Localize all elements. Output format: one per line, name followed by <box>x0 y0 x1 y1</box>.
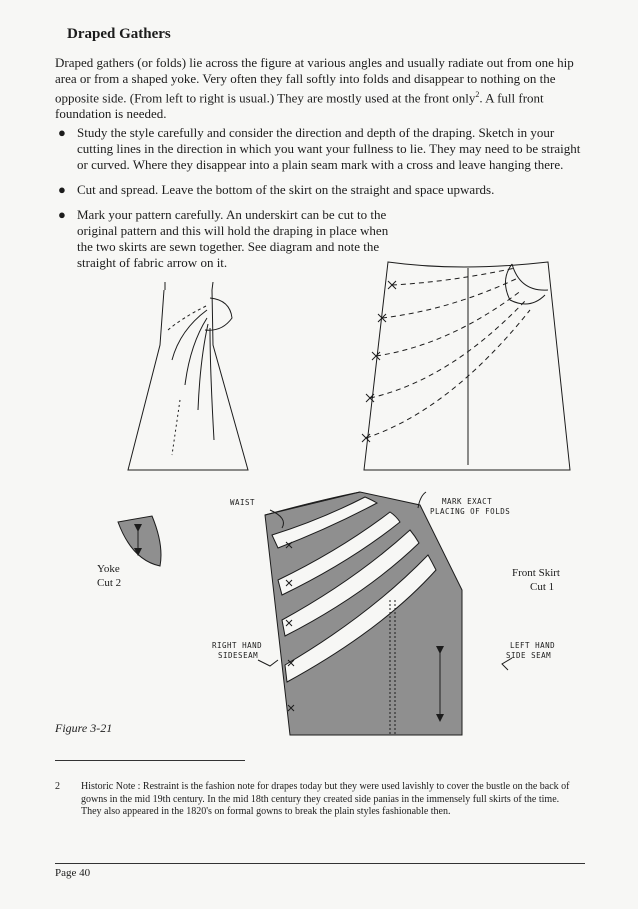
skirt-cutting-diagram <box>362 262 570 470</box>
dress-outline <box>128 290 248 470</box>
page-number: Page 40 <box>55 867 91 879</box>
bullet-icon: ● <box>58 182 66 197</box>
dress-fold <box>168 306 206 330</box>
yoke-shape <box>118 516 161 566</box>
skirt-yoke-curve <box>512 264 548 290</box>
dress-fold <box>198 324 208 410</box>
yoke-piece <box>118 516 161 566</box>
yoke-cut-label: Cut 2 <box>97 577 122 589</box>
cutting-line <box>376 290 522 356</box>
cross-marks <box>362 281 396 442</box>
intro-text-b: . A full front foundation is needed. <box>55 90 544 122</box>
footnote-number: 2 <box>55 781 60 792</box>
dress-yoke <box>205 298 232 330</box>
skirt-outline <box>364 262 570 470</box>
list-item-text: Mark your pattern carefully. An underskirt can be cut to the original pattern and this will hold the draping in place when the two skirts are sewn together. See diagram and note the straight of fabric arrow on it. <box>77 207 389 270</box>
right-seam-note-1: RIGHT HAND <box>212 641 263 650</box>
left-seam-note-1: LEFT HAND <box>510 641 556 650</box>
footnote-divider <box>55 760 245 761</box>
dress-sketch <box>128 282 248 470</box>
right-seam-pointer <box>258 660 278 666</box>
mark-folds-note-1: MARK EXACT <box>442 497 493 506</box>
left-seam-note-2: SIDE SEAM <box>506 651 552 660</box>
footer-divider <box>55 863 585 864</box>
cutting-line <box>366 310 530 438</box>
yoke-label: Yoke <box>97 563 120 575</box>
figure-caption: Figure 3-21 <box>55 721 113 735</box>
bullet-icon: ● <box>58 125 66 140</box>
section-heading: Draped Gathers <box>67 26 171 42</box>
cutting-line <box>392 268 515 285</box>
dress-grain <box>172 400 180 455</box>
bullet-icon: ● <box>58 207 66 222</box>
footnote-ref: 2 <box>475 90 480 99</box>
mark-folds-note-2: PLACING OF FOLDS <box>430 507 511 516</box>
list-item-text: Cut and spread. Leave the bottom of the skirt on the straight and space upwards. <box>77 182 495 197</box>
right-seam-note-2: SIDESEAM <box>218 651 259 660</box>
intro-text-a: Draped gathers (or folds) lie across the figure at various angles and usually radiate out from one hip area or from a shaped yoke. Very often they fall softly into folds and disappear to nothing on the opposite side. (From left to right is usual.) They are mostly used at the front only <box>55 55 574 106</box>
dress-fold <box>172 310 207 360</box>
cutting-line <box>370 300 526 398</box>
list-item-text: Study the style carefully and consider the direction and depth of the draping. Sketch in your cutting lines in the direction in which you want your fullness to lie. They may need to be straight or curved. Where they disappear into a plain seam mark with a cross and leave hanging there. <box>77 125 581 172</box>
footnote-text: Historic Note : Restraint is the fashion note for drapes today but they were used lavishly to cover the bustle on the back of gowns in the mid 19th century. In the mid 18th century they created side panias in the immensely full skirts of the time. They also appeared in the 1820's on formal gowns to break the plain styles fashionable then. <box>81 781 570 817</box>
front-skirt-cut-label: Cut 1 <box>530 581 555 593</box>
front-skirt-label: Front Skirt <box>512 567 560 579</box>
dress-strap-right <box>212 282 213 290</box>
spread-skirt-pattern <box>258 492 512 735</box>
waist-note: WAIST <box>230 498 256 507</box>
